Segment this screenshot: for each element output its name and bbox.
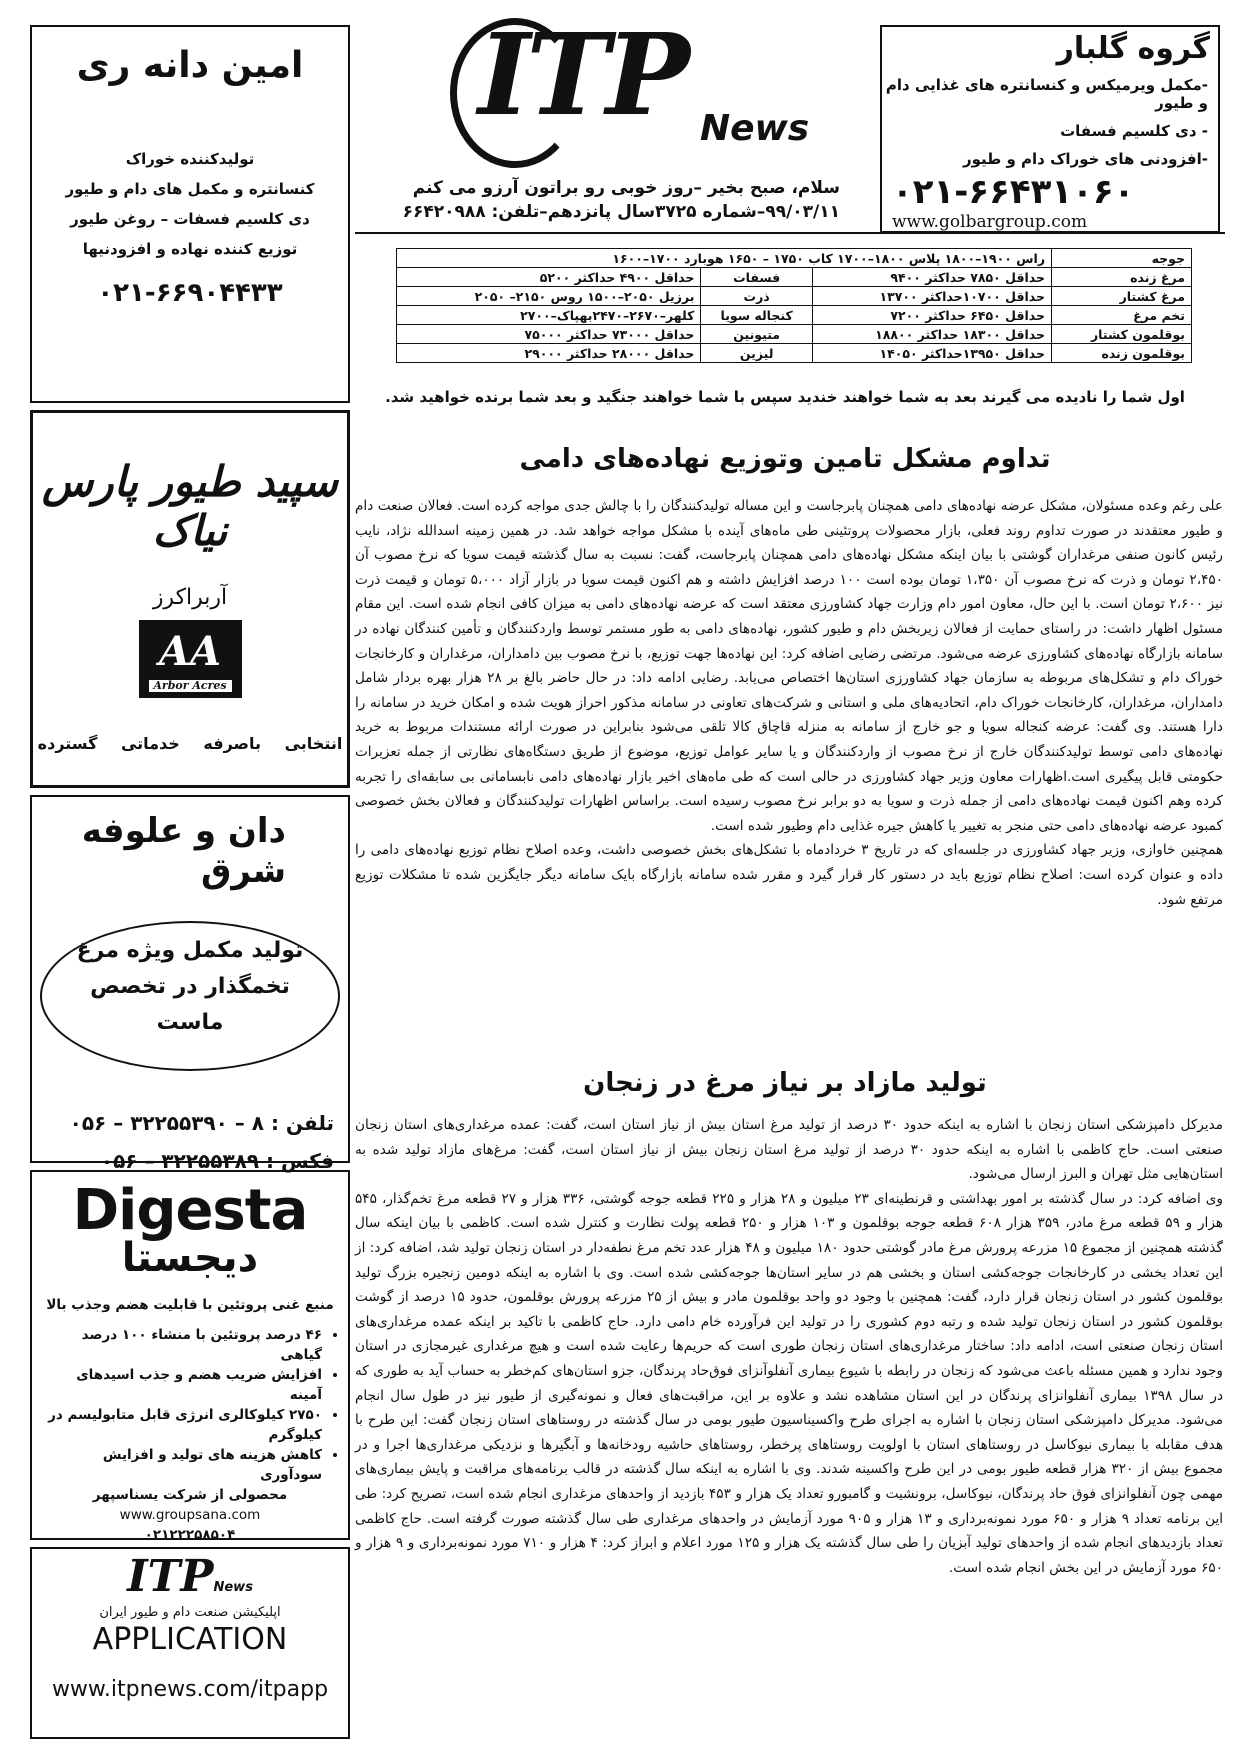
price-table [396,248,1192,363]
table-row [397,268,1192,287]
digesta-brand: Digesta [72,1178,308,1243]
article2-title: تولید مازاد بر نیاز مرغ در زنجان [583,1068,987,1098]
price-cell: متیونین [701,325,812,344]
pars-niak-ad [30,410,350,788]
price-cell: حداقل ۱۰۷۰۰حداکثر ۱۳۷۰۰ [812,287,1051,306]
price-cell: تخم مرغ [1052,306,1192,325]
arbor-logo-text: AA [158,628,222,675]
amin-line: توزیع کننده نهاده و افزودنیها [82,240,298,258]
digesta-footer: محصولی از شرکت یسناسپهر [92,1487,288,1503]
digesta-website[interactable]: www.groupsana.com [119,1507,261,1523]
header-divider [355,232,1225,234]
price-cell: حداقل ۷۸۵۰ حداکثر ۹۴۰۰ [812,268,1051,287]
price-cell: راس ۱۹۰۰–۱۸۰۰ پلاس ۱۸۰۰–۱۷۰۰ کاب ۱۷۵۰ – ۱۶۵۰ هوبارد ۱۷۰۰–۱۶۰۰ [397,249,1052,268]
pars-slogan: انتخابی باصرفه خدماتی گسترده [37,734,343,753]
shargh-oval-line: تخمگذار در تخصص [90,974,290,999]
digesta-bullets [40,1325,340,1485]
price-cell: مرغ کشتار [1052,287,1192,306]
amin-daneh-ad [30,25,350,403]
golbar-title: گروه گلبار [1056,31,1210,66]
price-cell: فسفات [701,268,812,287]
price-cell: ذرت [701,287,812,306]
itp-app-logo [32,1551,348,1602]
price-cell: حداقل ۷۳۰۰۰ حداکثر ۷۵۰۰۰ [397,325,701,344]
table-row [397,306,1192,325]
shargh-phone: تلفن : ۸ – ۳۲۲۵۵۳۹۰ – ۰۵۶ [69,1111,334,1135]
amin-title: امین دانه ری [76,45,304,86]
arbor-logo-sub: Arbor Acres [149,680,232,692]
price-cell: حداقل ۶۴۵۰ حداکثر ۷۲۰۰ [812,306,1051,325]
itp-app-url[interactable]: www.itpnews.com/itpapp [51,1677,329,1702]
logo-news: News [700,108,810,149]
table-row [397,344,1192,363]
daan-olufe-shargh-ad [30,795,350,1173]
golbar-phone: ۰۲۱-۶۶۴۳۱۰۶۰ [892,172,1135,212]
price-cell: جوجه [1052,249,1192,268]
article-paragraph: همچنین خاوازی، وزیر جهاد کشاورزی در جلسه‌ای که در تاریخ ۳ خردادماه با تشکل‌های بخش خصوصی داشت، وعده اصلاح نظام توزیع نهاده‌های دامی را داده و عنوان کرده است: اصلاح نظام توزیع باید در دستور کار قرار گیرد و مقرر شده سامانه بازارگاه بایک سامانه دیگر جایگزین شده تا مشکلات توزیع مرتفع شود. [355,842,1223,908]
golbar-line: -مکمل ویرمیکس و کنسانتره های غذایی دام و طیور [885,76,1208,112]
itp-app-ad [30,1547,350,1739]
pars-product: آربراکرز [152,585,228,610]
article1-title: تداوم مشکل تامین وتوزیع نهاده‌های دامی [519,444,1051,474]
table-row [397,325,1192,344]
list-item: • کاهش هزینه های تولید و افزایش سودآوری [40,1445,322,1485]
digesta-ad [30,1170,350,1543]
shargh-oval-line: تولید مکمل ویژه مرغ [76,938,304,963]
price-cell: کنجاله سویا [701,306,812,325]
price-cell: حداقل ۱۸۳۰۰ حداکثر ۱۸۸۰۰ [812,325,1051,344]
shargh-fax: فکس : ۳۲۲۵۵۳۸۹ – ۰۵۶ [100,1149,334,1173]
amin-line: کنسانتره و مکمل های دام و طیور [65,180,315,198]
logo-itp: ITP [478,10,686,141]
table-row [397,249,1192,268]
price-cell: کلهر–۲۶۷۰–۲۴۷۰بهپاک–۲۷۰۰ [397,306,701,325]
greeting-line: سلام، صبح بخیر –روز خوبی رو براتون آرزو می کنم [412,178,840,198]
amin-line: تولیدکننده خوراک [125,150,255,168]
price-cell: لیزین [701,344,812,363]
arbor-acres-logo [139,620,242,698]
issue-line: ۹۹/۰۳/۱۱–شماره ۳۷۲۵سال پانزدهم–تلفن: ۶۶۴۲۰۹۸۸ [402,202,840,222]
list-item: • افزایش ضریب هضم و جذب اسیدهای آمینه [40,1365,322,1405]
list-item: • ۲۷۵۰ کیلوکالری انرژی قابل متابولیسم در کیلوگرم [40,1405,322,1445]
golbar-line: - دی کلسیم فسفات [1060,122,1208,140]
price-cell: حداقل ۱۳۹۵۰حداکثر ۱۴۰۵۰ [812,344,1051,363]
article-paragraph: علی رغم وعده مسئولان، مشکل عرضه نهاده‌های دامی همچنان پابرجاست و این مساله تولیدکنندگان را با چالش جدی مواجه کرده است. فعالان صنعت دام و طیور معتقدند در صورت تداوم روند فعلی، بازار محصولات پروتئینی طی ماه‌های آینده با مشکل مواجه خواهد شد. در همین زمینه اسدالله نژاد، نایب رئیس کانون صنفی مرغداران گوشتی با بیان اینکه مشکل نهاده‌های دامی همچنان پابرجاست، گفت: نسبت به سال گذشته قیمت سویا که نرخ مصوب آن ۲،۴۵۰ تومان و ذرت که نرخ مصوب آن ۱،۳۵۰ تومان بوده است ۱۰۰ درصد افزایش داشته و هم اکنون قیمت سویا در بازار آزاد ۵،۰۰۰ تومان و قیمت ذرت نیز ۲،۶۰۰ تومان است. با این حال، معاون امور دام وزارت جهاد کشاورزی معتقد است که عرضه نهاده‌های دامی به میزان کافی انجام شده است. این مقام مسئول اظهار داشت: در راستای حمایت از فعالان زیربخش دام و طیور کشور، نهاده‌های دامی به طور مستمر توسط واردکنندگان و تأمین کنندگان نهاده در سامانه بازارگاه نهاده‌های کشاورزی عرضه می‌شود. مرتضی رضایی اضافه کرد: این نهاده‌ها جهت توزیع، با نرخ مصوب بین دامداران، مرغداران و کارخانجات خوراک دام و تشکل‌های مربوطه به سازمان جهاد کشاورزی استان‌ها اختصاص می‌یابد. رضایی ادامه داد: در حال حاضر بالغ بر ۲۸ هزار بهره بردار شامل دامداران، مرغداران، کارخانجات خوراک دام، اتحادیه‌های ملی و استانی و شرکت‌های تعاونی در سامانه مذکور احراز هویت شده و امکان خرید در سامانه را دارا هستند. وی گفت: عرضه کنجاله سویا و جو خارج از سامانه به منزله قاچاق کالا تلقی می‌شود بنابراین در صورت ارائه مستندات مربوط به خرید نهاده‌های دامی توسط تولیدکنندگان خارج از نرخ مصوب از واردکنندگان و یا سایر عوامل توزیع، موضوع از طریق دستگاه‌های نظارتی از جمله تعزیرات حکومتی قابل پیگیری است.اظهارات معاون وزیر جهاد کشاورزی در حالی است که طی ماه‌های اخیر بازار نهاده‌های دامی نابسامانی بی سابقه‌ای را تجربه کرده وهم اکنون قیمت نهاده‌های دامی از جمله ذرت و سویا به دو برابر نرخ مصوب رسیده است. براساس اظهارات تولیدکنندگان و فعالان بخش خصوصی کمبود عرضه نهاده‌های دامی حتی منجر به تغییر یا کاهش جیره غذایی دام وطیور شده است. [355,498,1223,834]
golbar-ad [880,25,1220,233]
shargh-oval-line: ماست [156,1010,224,1035]
amin-phone: ۰۲۱-۶۶۹۰۴۴۳۳ [97,278,283,308]
digesta-brand-fa: دیجستا [121,1235,259,1281]
price-cell: حداقل ۲۸۰۰۰ حداکثر ۲۹۰۰۰ [397,344,701,363]
digesta-headline: منبع غنی پروتئین با قابلیت هضم وجذب بالا [46,1297,334,1313]
golbar-line: -افزودنی های خوراک دام و طیور [962,150,1208,168]
itp-app-label: APPLICATION [92,1622,288,1657]
article-paragraph: وی اضافه کرد: در سال گذشته بر امور بهداشتی و قرنطینه‌ای ۲۳ میلیون و ۲۸ هزار و ۲۲۵ قطعه جوجه گوشتی، ۳۳۶ هزار و ۲۷ قطعه مرغ تخم‌گذار، ۵۴۵ هزار و ۵۹ قطعه مرغ مادر، ۳۵۹ هزار ۶۰۸ قطعه جوجه بوقلمون و ۱۰۳ هزار و ۲۵۰ قطعه پولت نظارت و کنترل شده است. کاظمی با بیان اینکه سال گذشته همچنین از مجموع ۱۵ مزرعه پرورش مرغ مادر گوشتی حدود ۱۸۰ میلیون و ۴۸ هزار عدد تخم مرغ نطفه‌دار در استان زنجان تولید شد، اضافه کرد: از این تعداد بخشی در کارخانجات جوجه‌کشی استان و بخشی هم در سایر استان‌ها جوجه‌کشی شده است. وی با اشاره به اینکه دومین زنجیره بزرگ تولید بوقلمون کشور در استان زنجان قرار دارد، گفت: همچنین با وجود دو واحد بوقلمون مادر و بیش از ۲۵ مزرعه پرورش بوقلمون، حدود ۱۵ درصد از گوشت بوقلمون کشور در استان زنجان تولید شده و رتبه دوم کشوری را در تولید این فرآورده خام دامی دارد. حاج کاظمی با تاکید بر اینکه عمده مرغداری‌های استان زنجان صنعتی است، ادامه داد: ساختار مرغداری‌های استان زنجان طوری است که حریم‌ها رعایت شده است و هیچ مرغداری غیرمجازی در استان وجود ندارد و همین مسئله باعث می‌شود که زنجان در رابطه با شیوع بیماری آنفلوآنزای فوق‌حاد پرندگان، جزو استان‌های کم‌خطر به حساب آید به طوری که در سال ۱۳۹۸ بیماری آنفلوانزای پرندگان در این استان مشاهده نشد و علاوه بر این، مراقبت‌های فعال و نمونه‌گیری از طیور نیز در طول سال انجام می‌شود. مدیرکل دامپزشکی استان زنجان با اشاره به اجرای طرح واکسیناسیون طیور بومی در سال گذشته در روستاهای استان زنجان گفت: این طرح با هدف مقابله با بیماری نیوکاسل در روستاهای استان با اولویت روستاهای پرخطر، روستاهای حاشیه رودخانه‌ها و آبگیرها و نزدیکی مرغداری‌ها اجرا و در مجموع بیش از ۳۲۰ هزار قطعه طیور بومی در این طرح واکسینه شدند. وی با اشاره به اینکه سال گذشته در قالب برنامه‌های مراقبت و پایش بیماری‌های مهمی چون آنفلوانزای فوق حاد پرندگان، نیوکاسل، برونشیت و گامبورو تعداد یک هزار و ۴۵۳ بازدید از واحدهای مرغداری انجام شده است، تصریح کرد: طی این برنامه تعداد ۹ هزار و ۶۵۰ مورد نمونه‌برداری و ۱۳ هزار و ۹۰۵ مورد آزمایش در واحدهای مرغداری طی سال گذشته صورت گرفته است. حاج کاظمی تعداد بازدیدهای انجام شده از واحدهای تولید آبزیان را طی سال گذشته یک هزار و ۱۲۵ مورد اعلام و ابراز کرد: ۴ هزار و ۷۱۰ مورد نمونه‌برداری و ۹ هزار و ۶۵۰ مورد آزمایش در این بخش انجام شده است. [355,1190,1223,1576]
article2-body [355,1113,1223,1580]
quote: اول شما را نادیده می گیرند بعد به شما خواهند خندید سپس با شما خواهند جنگید و بعد شما برنده خواهید شد. [385,388,1185,406]
golbar-website[interactable]: www.golbargroup.com [892,212,1088,232]
itp-app-desc: اپلیکیشن صنعت دام و طیور ایران [99,1605,281,1620]
itp-app-logo-sub: News [213,1580,253,1595]
pars-brand: سپید طیور پارس نیاک [42,457,338,555]
article1-body [355,494,1223,912]
amin-line: دی کلسیم فسفات – روغن طیور [70,210,310,228]
list-item: • ۴۶ درصد پروتئین با منشاء ۱۰۰ درصد گیاهی [40,1325,322,1365]
shargh-brand: دان و علوفه شرق [81,811,286,891]
price-cell: مرغ زنده [1052,268,1192,287]
article-paragraph: مدیرکل دامپزشکی استان زنجان با اشاره به اینکه حدود ۳۰ درصد از تولید مرغ استان بیش از نیاز استان است، گفت: عمده مرغداری‌های استان زنجان صنعتی است. حاج کاظمی با اشاره به اینکه حدود ۳۰ درصد از تولید مرغ استان زنجان بیش از نیاز استان است، گفت: مرغ‌های مازاد تولید شده به استان‌هایی مثل تهران و البرز ارسال می‌شود. [355,1117,1223,1183]
shargh-oval [40,921,340,1071]
price-cell: بوقلمون زنده [1052,344,1192,363]
price-cell: برزیل ۲۰۵۰–۱۵۰۰ روس ۲۱۵۰– ۲۰۵۰ [397,287,701,306]
table-row [397,287,1192,306]
itp-app-logo-main: ITP [127,1551,214,1602]
digesta-phone: ۰۲۱۲۲۲۵۸۵۰۴ [144,1527,236,1543]
price-cell: بوقلمون کشتار [1052,325,1192,344]
price-cell: حداقل ۴۹۰۰ حداکثر ۵۲۰۰ [397,268,701,287]
